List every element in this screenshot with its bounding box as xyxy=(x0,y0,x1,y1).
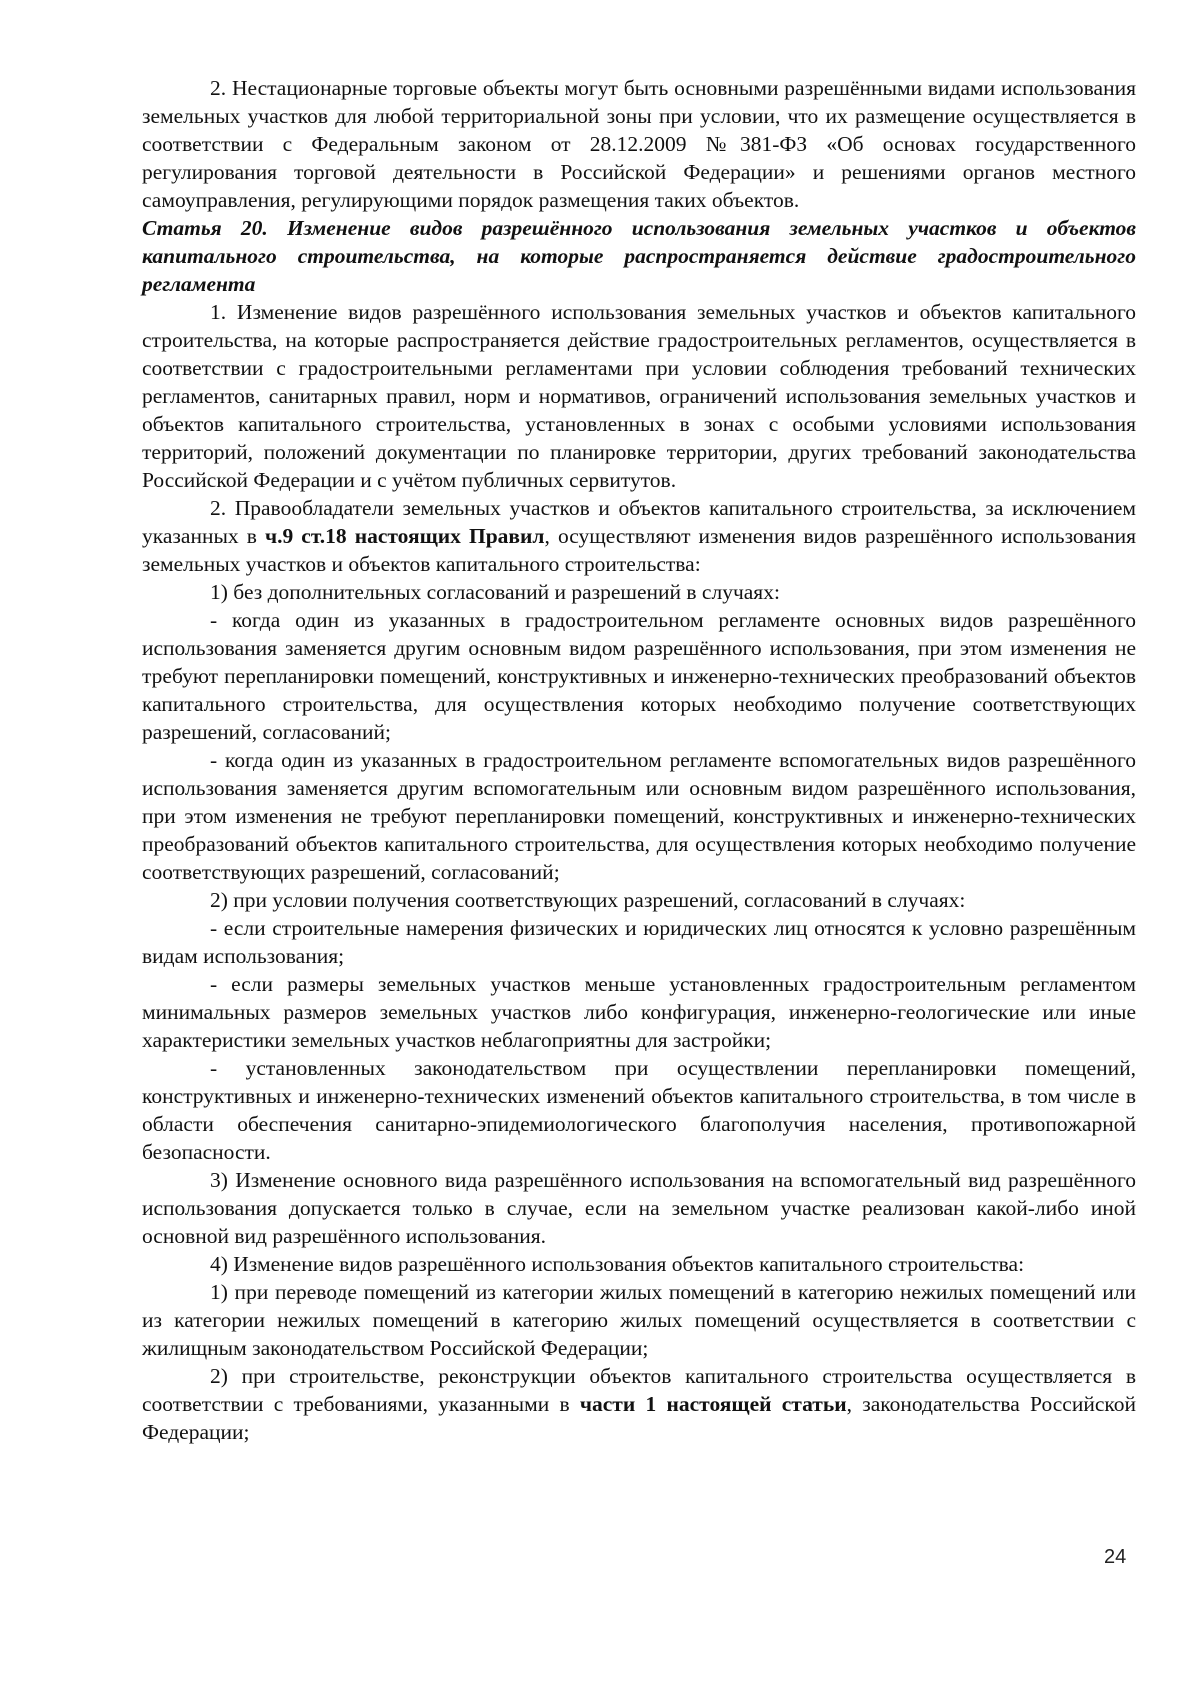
paragraph: 1. Изменение видов разрешённого использования земельных участков и объектов капитального строительства, на которые распространяется действие градостроительных регламентов, осуществляется в соответствии с градостроительными регламентами при условии соблюдения требований технических регламентов, санитарных правил, норм и нормативов, ограничений использования земельных участков и объектов капитального строительства, установленных в зонах с особыми условиями использования территорий, положений документации по планировке территории, других требований законодательства Российской Федерации и с учётом публичных сервитутов. xyxy=(142,300,1136,492)
paragraph: - если размеры земельных участков меньше установленных градостроительным регламентом минимальных размеров земельных участков либо конфигурация, инженерно-геологические или иные характеристики земельных участков неблагоприятны для застройки; xyxy=(142,972,1136,1052)
paragraph xyxy=(142,1362,1136,1446)
paragraph: - когда один из указанных в градостроительном регламенте вспомогательных видов разрешённого использования заменяется другим вспомогательным или основным видом разрешённого использования, при этом изменения не требуют перепланировки помещений, конструктивных и инженерно-технических преобразований объектов капитального строительства, для осуществления которых необходимо получение соответствующих разрешений, согласований; xyxy=(142,748,1136,884)
paragraph: 3) Изменение основного вида разрешённого использования на вспомогательный вид разрешённого использования допускается только в случае, если на земельном участке реализован какой-либо иной основной вид разрешённого использования. xyxy=(142,1168,1136,1248)
paragraph: 1) без дополнительных согласований и разрешений в случаях: xyxy=(210,580,780,604)
paragraph xyxy=(142,494,1136,578)
paragraph: 2) при условии получения соответствующих разрешений, согласований в случаях: xyxy=(210,888,966,912)
text-run: , законодательства Российской Федерации; xyxy=(142,1392,1136,1444)
article-heading: Статья 20. Изменение видов разрешённого использования земельных участков и объектов капитального строительства, на которые распространяется действие градостроительного регламента xyxy=(142,216,1136,296)
page-number: 24 xyxy=(1104,1546,1127,1568)
paragraph: - установленных законодательством при осуществлении перепланировки помещений, конструктивных и инженерно-технических изменений объектов капитального строительства, в том числе в области обеспечения санитарно-эпидемиологического благополучия населения, противопожарной безопасности. xyxy=(142,1056,1136,1164)
text-run: 2. Правообладатели земельных участков и объектов капитального строительства, за исключением указанных в xyxy=(142,496,1136,548)
paragraph: - если строительные намерения физических и юридических лиц относятся к условно разрешённым видам использования; xyxy=(142,916,1136,968)
paragraph: 4) Изменение видов разрешённого использования объектов капитального строительства: xyxy=(210,1252,1025,1276)
document-body xyxy=(142,74,1136,1446)
bold-reference: ч.9 ст.18 настоящих Правил xyxy=(264,524,545,548)
paragraph: 1) при переводе помещений из категории жилых помещений в категорию нежилых помещений или из категории нежилых помещений в категорию жилых помещений осуществляется в соответствии с жилищным законодательством Российской Федерации; xyxy=(142,1280,1136,1360)
paragraph: - когда один из указанных в градостроительном регламенте основных видов разрешённого использования заменяется другим основным видом разрешённого использования, при этом изменения не требуют перепланировки помещений, конструктивных и инженерно-технических преобразований объектов капитального строительства, для осуществления которых необходимо получение соответствующих разрешений, согласований; xyxy=(142,608,1136,744)
text-run: 2) при строительстве, реконструкции объектов капитального строительства осуществляется в соответствии с требованиями, указанными в xyxy=(142,1364,1136,1416)
text-run: , осуществляют изменения видов разрешённого использования земельных участков и объектов капитального строительства: xyxy=(142,524,1136,576)
bold-reference: части 1 настоящей статьи xyxy=(579,1392,847,1416)
paragraph: 2. Нестационарные торговые объекты могут быть основными разрешёнными видами использования земельных участков для любой территориальной зоны при условии, что их размещение осуществляется в соответствии с Федеральным законом от 28.12.2009 №381-ФЗ «Об основах государственного регулирования торговой деятельности в Российской Федерации» и решениями органов местного самоуправления, регулирующими порядок размещения таких объектов. xyxy=(142,76,1136,212)
